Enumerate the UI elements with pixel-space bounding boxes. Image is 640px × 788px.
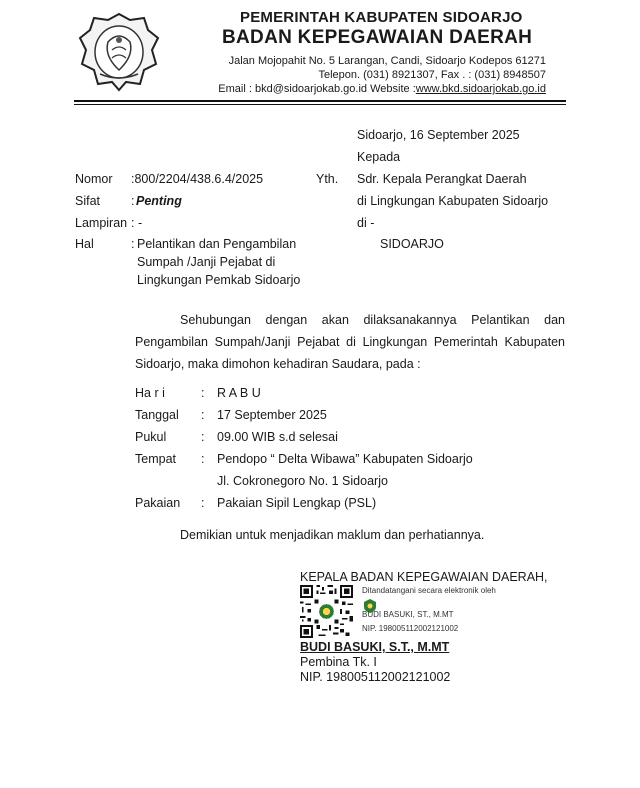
sifat-value: Penting (136, 194, 182, 208)
e-sign-note: Ditandatangani secara elektronik oleh (362, 586, 496, 595)
schedule-colon: : (201, 430, 205, 444)
schedule-value: Jl. Cokronegoro No. 1 Sidoarjo (217, 474, 388, 488)
to-label: Kepada (357, 150, 401, 164)
hal-line-2: Sumpah /Janji Pejabat di (137, 255, 276, 269)
place-date: Sidoarjo, 16 September 2025 (357, 128, 520, 142)
schedule-label: Pukul (135, 430, 167, 444)
government-name: PEMERINTAH KABUPATEN SIDOARJO (240, 9, 523, 26)
hal-colon: : (131, 237, 135, 251)
agency-address: Jalan Mojopahit No. 5 Larangan, Candi, Sidoarjo Kodepos 61271 (228, 55, 546, 67)
website-link[interactable]: www.bkd.sidoarjokab.go.id (415, 83, 546, 95)
schedule-colon: : (201, 496, 205, 510)
body-paragraph-line-2: Pengambilan Sumpah/Janji Pejabat di Lingkungan Pemerintah Kabupaten (135, 335, 565, 349)
schedule-label: Pakaian (135, 496, 181, 510)
schedule-value: 09.00 WIB s.d selesai (217, 430, 338, 444)
yth-label: Yth. (316, 172, 339, 186)
signatory-nip: NIP. 198005112002121002 (300, 670, 451, 684)
recipient-city: SIDOARJO (380, 237, 444, 251)
schedule-colon: : (201, 386, 205, 400)
recipient-line-2: di Lingkungan Kabupaten Sidoarjo (357, 194, 549, 208)
letterhead-divider-thin (74, 104, 566, 105)
nomor-label: Nomor (75, 172, 113, 186)
regency-emblem-icon (78, 12, 160, 92)
e-sign-nip: NIP. 198005112002121002 (362, 624, 459, 633)
nomor-value: :800/2204/438.6.4/2025 (131, 172, 264, 186)
hal-label: Hal (75, 237, 94, 251)
signatory-position: KEPALA BADAN KEPEGAWAIAN DAERAH, (300, 570, 548, 584)
e-sign-name: BUDI BASUKI, ST., M.MT (362, 610, 454, 619)
sifat-colon: : (131, 194, 135, 208)
hal-line-1: Pelantikan dan Pengambilan (137, 237, 297, 251)
schedule-value: Pakaian Sipil Lengkap (PSL) (217, 496, 377, 510)
letterhead-divider (74, 100, 566, 102)
schedule-value: Pendopo “ Delta Wibawa” Kabupaten Sidoarjo (217, 452, 473, 466)
body-paragraph-line-3: Sidoarjo, maka dimohon kehadiran Saudara, pada : (135, 357, 421, 371)
schedule-value: R A B U (217, 386, 261, 400)
schedule-label: Tempat (135, 452, 176, 466)
lampiran-value: : - (131, 216, 143, 230)
agency-phone: Telepon. (031) 8921307, Fax . : (031) 8948507 (318, 69, 546, 81)
body-paragraph-line-1: Sehubungan dengan akan dilaksanakannya Pelantikan dan (180, 313, 565, 327)
qr-code-icon (300, 585, 353, 638)
schedule-colon: : (201, 408, 205, 422)
recipient-line-3: di - (357, 216, 375, 230)
signatory-rank: Pembina Tk. I (300, 655, 377, 669)
schedule-colon: : (201, 452, 205, 466)
sifat-label: Sifat (75, 194, 101, 208)
email-text: Email : bkd@sidoarjokab.go.id Website : (218, 83, 416, 95)
signatory-name: BUDI BASUKI, S.T., M.MT (300, 640, 450, 654)
hal-line-3: Lingkungan Pemkab Sidoarjo (137, 273, 301, 287)
agency-name: BADAN KEPEGAWAIAN DAERAH (222, 27, 533, 48)
closing-sentence: Demikian untuk menjadikan maklum dan perhatiannya. (180, 528, 485, 542)
lampiran-label: Lampiran (75, 216, 128, 230)
schedule-label: Ha r i (135, 386, 165, 400)
schedule-value: 17 September 2025 (217, 408, 327, 422)
agency-contact (218, 82, 546, 96)
schedule-label: Tanggal (135, 408, 179, 422)
recipient-line-1: Sdr. Kepala Perangkat Daerah (357, 172, 527, 186)
